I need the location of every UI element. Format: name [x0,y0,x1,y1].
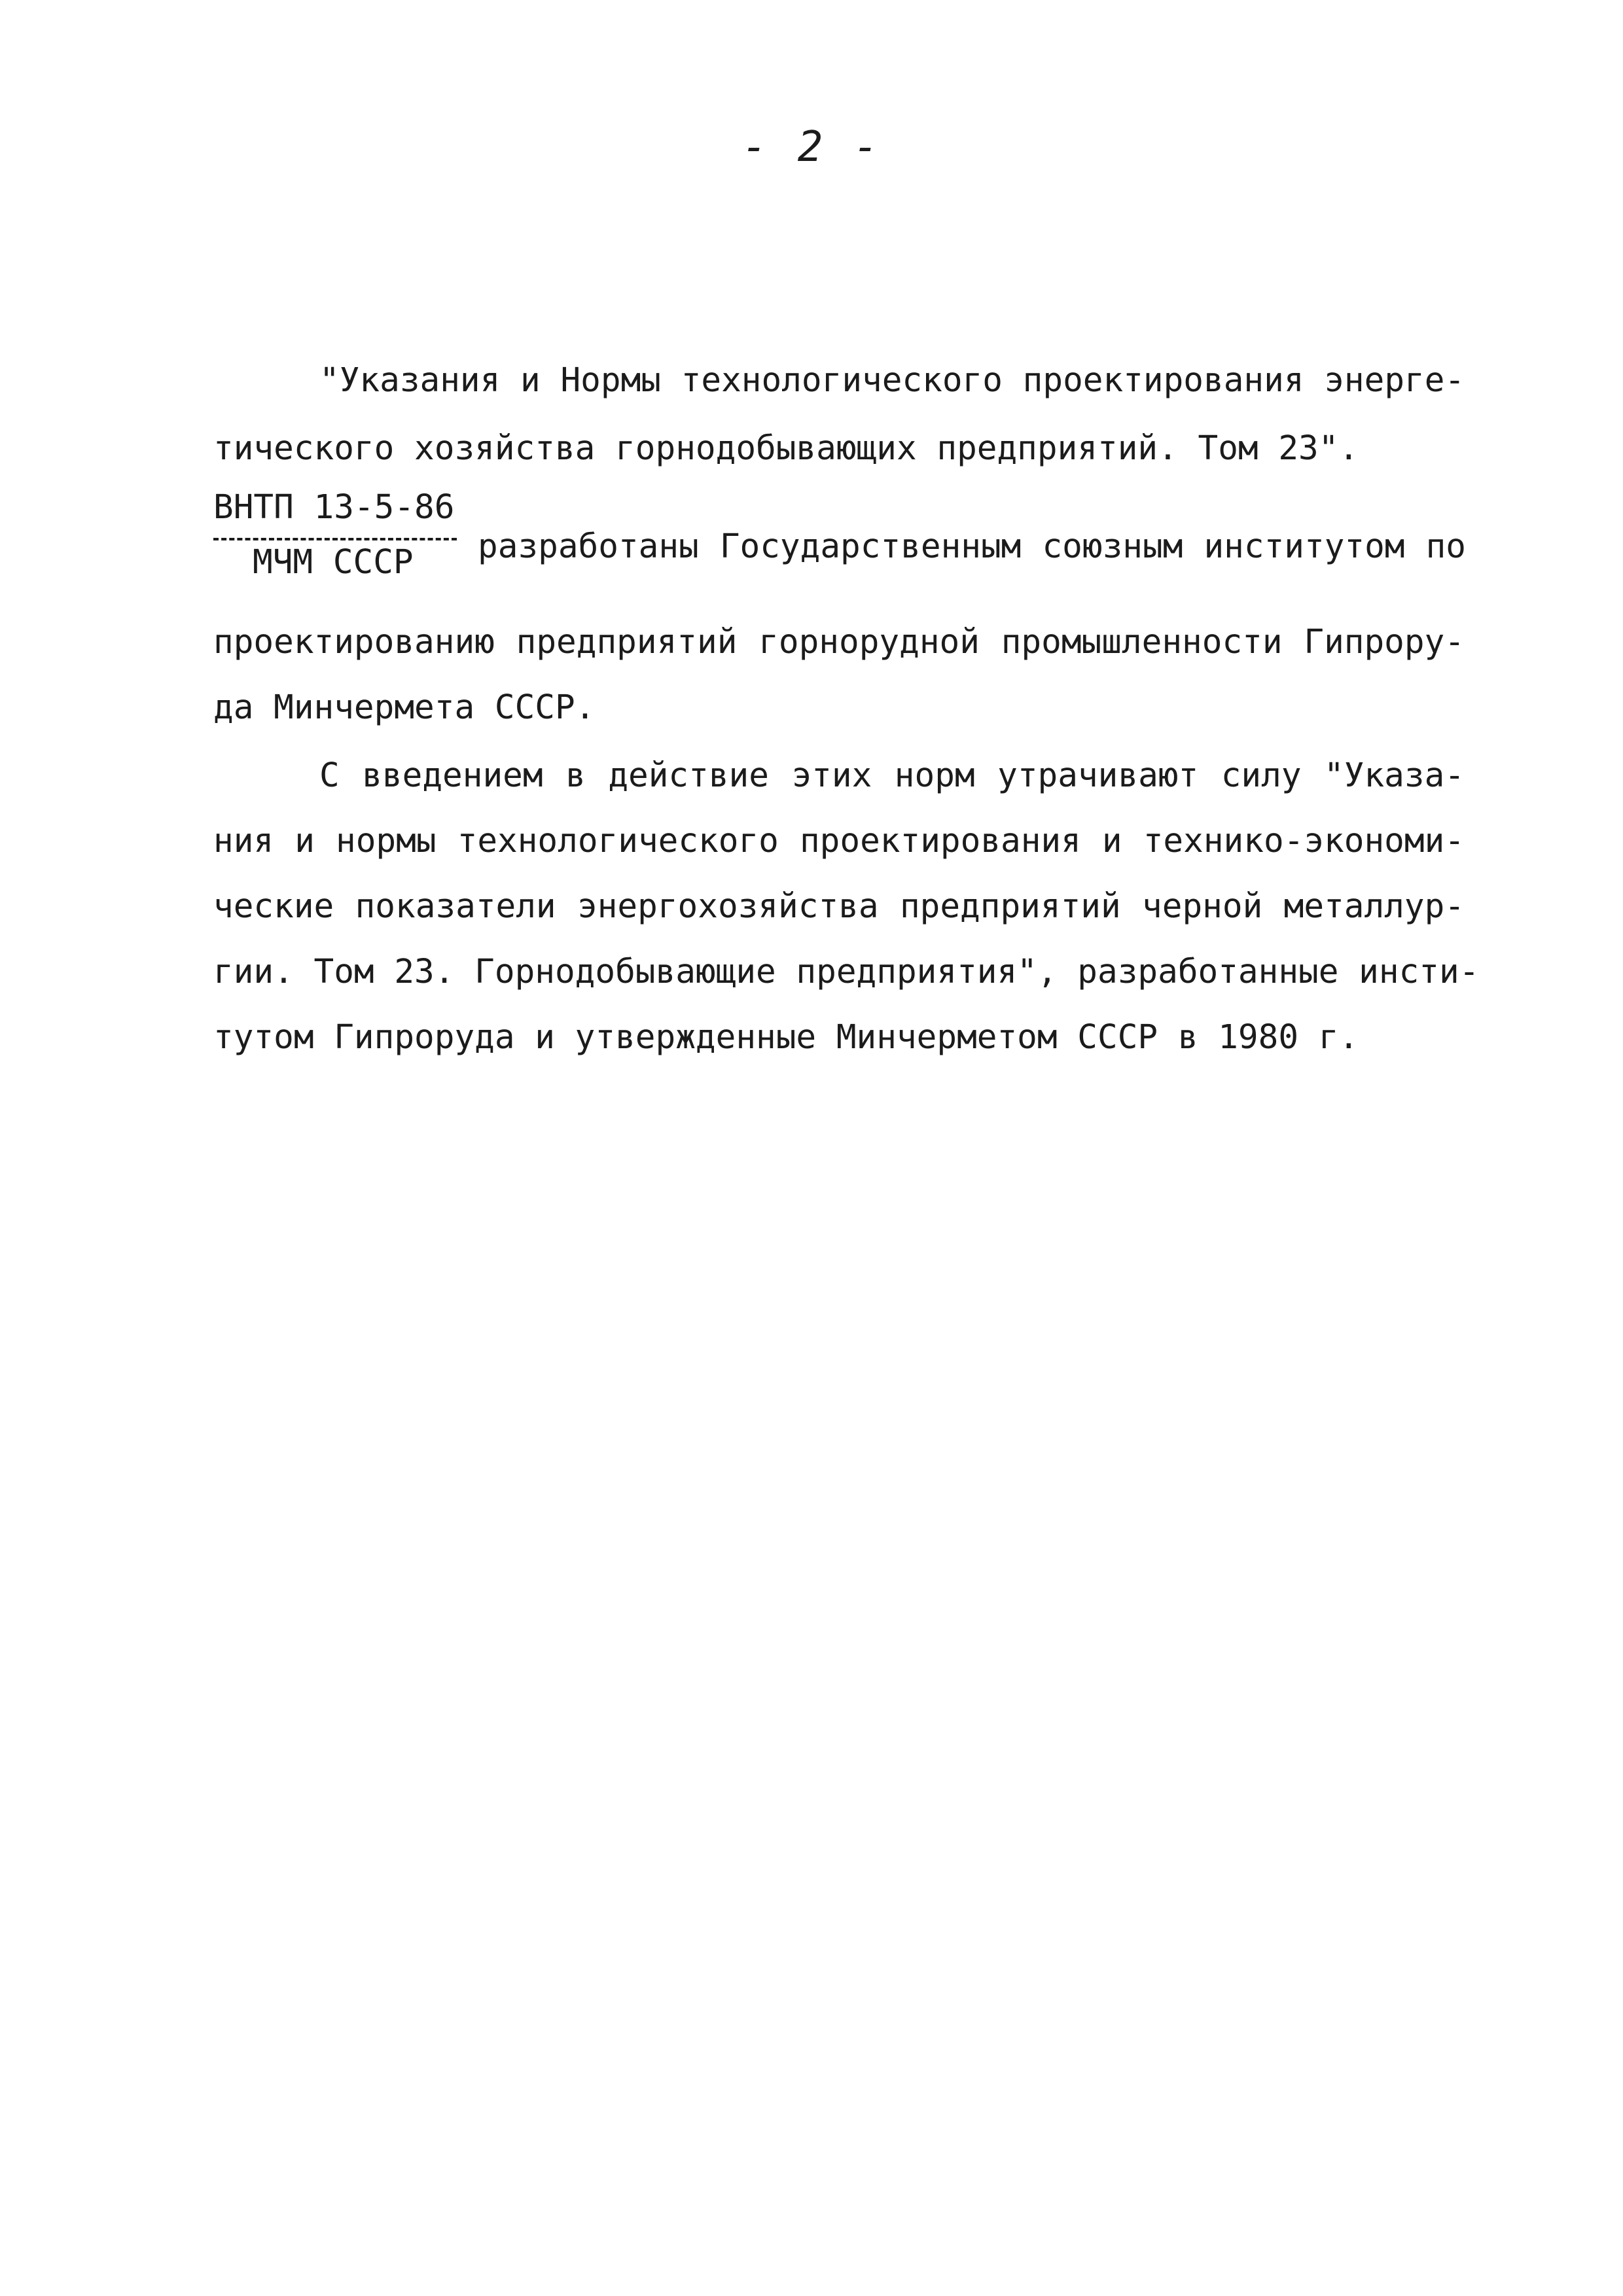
page-number: - 2 - [741,123,882,171]
supersede-line-4: гии. Том 23. Горнодобывающие предприятия", разработанные инсти- [213,953,1480,991]
paragraph-title-line-2: тического хозяйства горнодобывающих предприятий. Том 23". [213,429,1359,468]
developer-line-1: разработаны Государственным союзным институтом по [478,527,1466,566]
supersede-line-5: тутом Гипроруда и утвержденные Минчерметом СССР в 1980 г. [213,1018,1359,1057]
supersede-line-3: ческие показатели энергохозяйства предприятий черной металлур- [213,887,1465,926]
designation-ministry: МЧМ СССР [253,543,414,582]
designation-code: ВНТП 13-5-86 [213,488,455,527]
document-designation [213,488,462,582]
supersede-line-2: ния и нормы технологического проектирования и технико-экономи- [213,822,1465,860]
supersede-line-1: С введением в действие этих норм утрачивают силу "Указа- [319,756,1465,795]
developer-line-2: проектированию предприятий горнорудной промышленности Гипрору- [213,623,1465,662]
paragraph-title-line-1: "Указания и Нормы технологического проектирования энерге- [319,361,1465,400]
developer-line-3: да Минчермета СССР. [213,688,596,727]
designation-rule [213,538,457,540]
